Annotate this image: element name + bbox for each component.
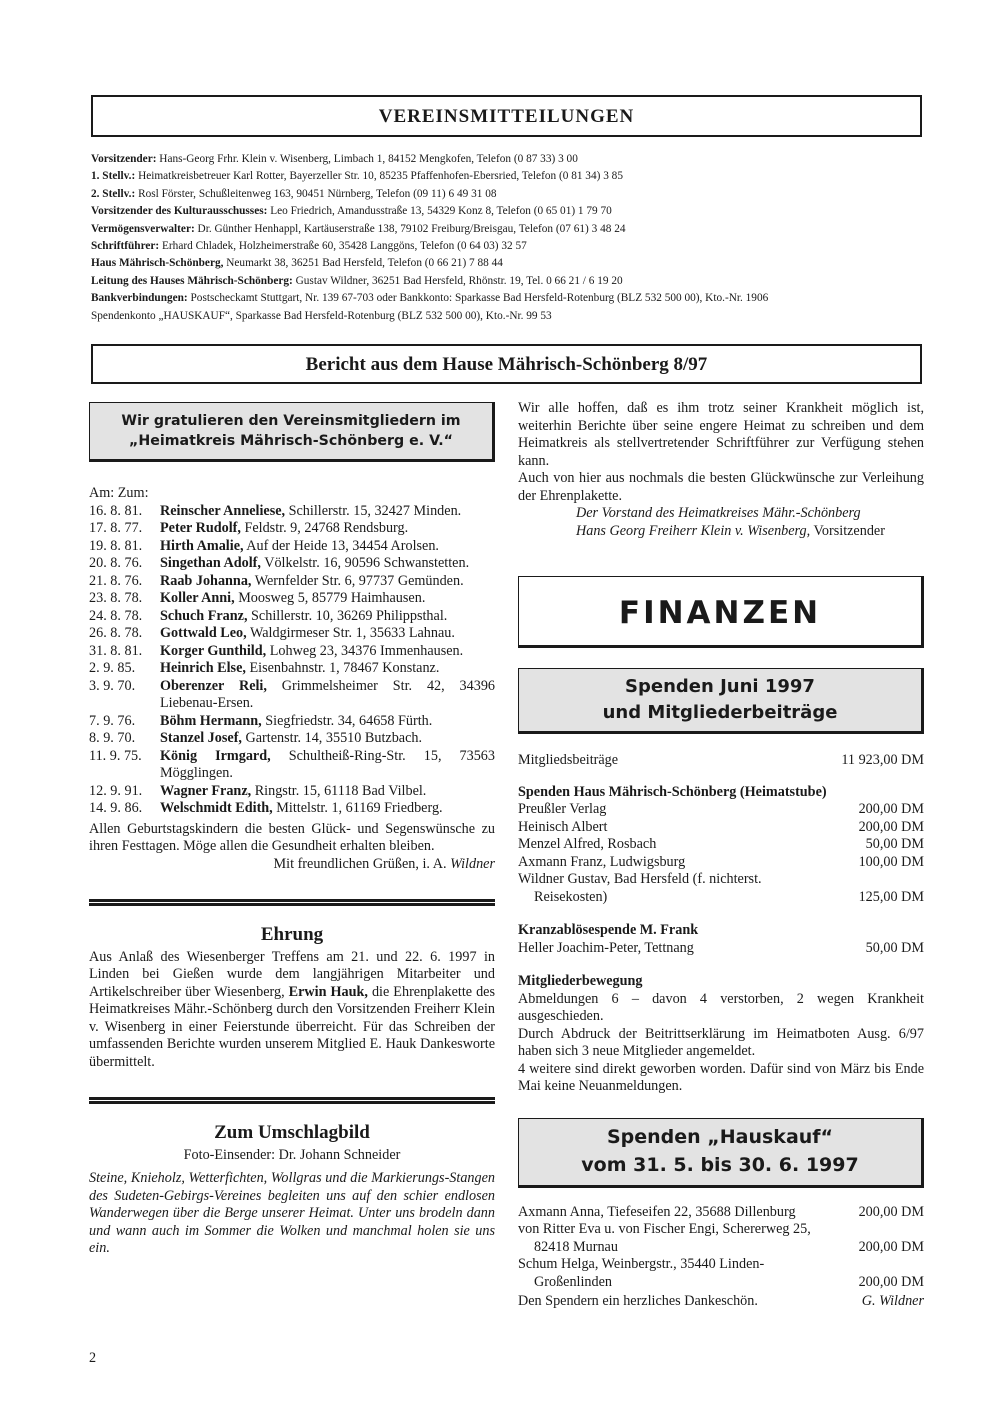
kranz-title: Kranzablösespende M. Frank [518,922,699,938]
congratulation-line-1: Wir gratulieren den Vereinsmitgliedern im [121,413,461,429]
table-row: 82418 Murnau 200,00 DM [534,1238,924,1255]
table-row: Großenlinden 200,00 DM [534,1273,924,1290]
table-row: Schum Helga, Weinbergstr., 35440 Linden- [518,1256,765,1272]
table-row: Preußler Verlag 200,00 DM [518,801,924,817]
contact-line: 2. Stellv.: Rosl Förster, Schußleitenweg 163, 90451 Nürnberg, Telefon (09 11) 6 49 31 08 [91,187,497,200]
umschlag-text: Steine, Knieholz, Wetterfichten, Wollgras und die Markierungs-Stangen des Sudeten-Gebirgs-Vereines begleiten uns auf den schier endlosen Wanderwegen über die Berge unserer Heimat. Unter uns brodeln dann und wann auch im Sommer die Wolken und manchmal holen sie uns ein. [89,1170,495,1256]
birthday-signature: Mit freundlichen Grüßen, i. A. Wildner [273,855,495,872]
list-item: 11. 9. 75. König Irmgard, Schultheiß-Ring-Str. 15, 73563 Mögglingen. [89,747,495,781]
haus-spenden-title: Spenden Haus Mährisch-Schönberg (Heimatstube) [518,783,827,800]
list-item: 14. 9. 86. Welschmidt Edith, Mittelstr. 1, 61169 Friedberg. [89,800,443,816]
bewegung-paragraph: Durch Abdruck der Beitrittserklärung im Heimatboten Ausg. 6/97 haben sich 3 neue Mitglieder angemeldet. [518,1025,924,1059]
contact-line: 1. Stellv.: Heimatkreisbetreuer Karl Rotter, Bayerzeller Str. 10, 85235 Pfaffenhofen-Ebersried, Telefon (0 81 34) 3 85 [91,170,623,183]
list-item: 31. 8. 81. Korger Gunthild, Lohweg 23, 34376 Immenhausen. [89,642,464,659]
member-fees-row: Mitgliedsbeiträge 11 923,00 DM [518,752,924,768]
bewegung-title: Mitgliederbewegung [518,973,643,989]
congratulation-line-2: „Heimatkreis Mährisch-Schönberg e. V.“ [129,433,453,449]
list-item: 8. 9. 70. Stanzel Josef, Gartenstr. 14, 35510 Butzbach. [89,730,423,746]
list-item: 19. 8. 81. Hirth Amalie, Auf der Heide 13, 34454 Arolsen. [89,537,439,554]
right-column [518,400,924,1311]
table-row: Wildner Gustav, Bad Hersfeld (f. nichterst. [518,871,762,887]
list-item: 12. 9. 91. Wagner Franz, Ringstr. 15, 61118 Bad Vilbel. [89,782,427,799]
umschlag-title: Zum Umschlagbild [214,1122,370,1143]
header-title: VEREINSMITTEILUNGEN [378,106,635,127]
report-title: Bericht aus dem Hause Mährisch-Schönberg 8/97 [305,354,708,375]
list-item: 16. 8. 81. Reinscher Anneliese, Schillerstr. 15, 32427 Minden. [89,502,462,519]
spenden-title-1: Spenden Juni 1997 [625,676,815,697]
list-item: 17. 8. 77. Peter Rudolf, Feldstr. 9, 24768 Rendsburg. [89,520,409,536]
finanzen-title: FINANZEN [618,595,822,631]
intro-paragraph: Wir alle hoffen, daß es ihm trotz seiner Krankheit möglich ist, weiterhin Berichte über seine engere Heimat zu schreiben und dem Heimatkreis als stellvertretender Schriftführer zur Verfügung stehen kann. [518,400,924,469]
list-item: 2. 9. 85. Heinrich Else, Eisenbahnstr. 1, 78467 Konstanz. [89,660,440,676]
list-item: 7. 9. 76. Böhm Hermann, Siegfriedstr. 34, 64658 Fürth. [89,712,433,729]
table-row: von Ritter Eva u. von Fischer Engi, Schererweg 25, [518,1221,811,1237]
finanzen-header [518,576,924,648]
date-legend: Am: Zum: [89,485,149,501]
list-item: 21. 8. 76. Raab Johanna, Wernfelder Str. 6, 97737 Gemünden. [89,572,464,589]
hauskauf-box [518,1118,924,1188]
bewegung-paragraph: 4 weitere sind direkt geworben worden. Dafür sind von März bis Ende Mai keine Neuanmeldungen. [518,1060,924,1094]
table-row: Heller Joachim-Peter, Tettnang 50,00 DM [518,939,924,956]
hauskauf-title-2: vom 31. 5. bis 30. 6. 1997 [581,1153,859,1176]
list-item: 23. 8. 78. Koller Anni, Moosweg 5, 85779 Haimhausen. [89,590,426,606]
contact-line: Spendenkonto „HAUSKAUF“, Sparkasse Bad Hersfeld-Rotenburg (BLZ 532 500 00), Kto.-Nr. 99 53 [91,309,552,322]
chair-signature: Hans Georg Freiherr Klein v. Wisenberg, Vorsitzender [576,522,885,539]
contact-line: Leitung des Hauses Mährisch-Schönberg: Gustav Wildner, 36251 Bad Hersfeld, Rhönstr. 19, Tel. 0 66 21 / 6 19 20 [91,274,623,287]
table-row: Reisekosten) 125,00 DM [534,888,924,905]
report-header [91,344,922,384]
bewegung-paragraph: Abmeldungen 6 – davon 4 verstorben, 2 wegen Krankheit ausgeschieden. [518,990,924,1024]
spenden-box [518,668,924,734]
birthday-closing: Allen Geburtstagskindern die besten Glück- und Segenswünsche zu ihren Festtagen. Möge allen die Gesundheit erhalten bleiben. [89,820,495,854]
hauskauf-title-1: Spenden „Hauskauf“ [606,1125,834,1148]
intro-paragraph-2: Auch von hier aus nochmals die besten Glückwünsche zur Verleihung der Ehrenplakette. [518,470,924,504]
contact-list [91,151,931,325]
table-row: Menzel Alfred, Rosbach 50,00 DM [518,836,924,852]
section-divider [89,899,495,906]
contact-line: Vorsitzender des Kulturausschusses: Leo Friedrich, Amandusstraße 13, 54329 Konz 8, Telefon (0 65 01) 1 79 70 [91,205,612,218]
list-item: 26. 8. 78. Gottwald Leo, Waldgirmeser Str. 1, 35633 Lahnau. [89,625,455,641]
table-row: Axmann Anna, Tiefeseifen 22, 35688 Dillenburg 200,00 DM [518,1203,924,1220]
section-divider [89,1097,495,1104]
board-signature: Der Vorstand des Heimatkreises Mähr.-Schönberg [576,505,861,521]
congratulation-box [89,402,495,462]
contact-line: Schriftführer: Erhard Chladek, Holzheimerstraße 60, 35428 Langgöns, Telefon (0 64 03) 32 57 [91,240,527,253]
ehrung-text: Aus Anlaß des Wiesenberger Treffens am 21. und 22. 6. 1997 in Linden bei Gießen wurde dem langjährigen Mitarbeiter und Artikelschreiber über Wiesenberg, Erwin Hauk, die Ehrenplakette des Heimatkreises Mähr.-Schönberg durch den Vorsitzenden Freiherr Klein v. Wisenberg in einer Feierstunde überreicht. Für das Schreiben der umfassenden Berichte wurden unserem Mitglied E. Hauk Dankesworte übermittelt. [89,948,496,1070]
birthday-list [89,503,495,818]
thanks-row: Den Spendern ein herzliches Dankeschön. G. Wildner [518,1293,924,1309]
contact-line: Haus Mährisch-Schönberg, Neumarkt 38, 36251 Bad Hersfeld, Telefon (0 66 21) 7 88 44 [91,257,503,270]
contact-line: Vermögensverwalter: Dr. Günther Henhappl, Kartäuserstraße 138, 79102 Freiburg/Breisgau, Telefon (07 61) 3 48 24 [91,222,626,235]
ehrung-title: Ehrung [260,924,324,945]
page-number: 2 [89,1350,97,1366]
spenden-title-2: und Mitgliederbeiträge [602,702,838,723]
photo-credit: Foto-Einsender: Dr. Johann Schneider [183,1146,401,1163]
table-row: Heinisch Albert 200,00 DM [518,818,924,835]
left-column [89,402,495,1258]
contact-line: Vorsitzender: Hans-Georg Frhr. Klein v. Wisenberg, Limbach 1, 84152 Mengkofen, Telefon (0 87 33) 3 00 [91,153,578,165]
contact-line: Bankverbindungen: Postscheckamt Stuttgart, Nr. 139 67-703 oder Bankkonto: Sparkasse Bad Hersfeld-Rotenburg (BLZ 532 500 00), Kto.-Nr. 1906 [91,292,769,305]
list-item: 24. 8. 78. Schuch Franz, Schillerstr. 10, 36269 Philippsthal. [89,607,448,624]
table-row: Axmann Franz, Ludwigsburg 100,00 DM [518,853,924,870]
list-item: 20. 8. 76. Singethan Adolf, Völkelstr. 16, 90596 Schwanstetten. [89,555,470,571]
vereinsmitteilungen-header [91,95,922,137]
list-item: 3. 9. 70. Oberenzer Reli, Grimmelsheimer Str. 42, 34396 Liebenau-Ersen. [89,677,496,711]
